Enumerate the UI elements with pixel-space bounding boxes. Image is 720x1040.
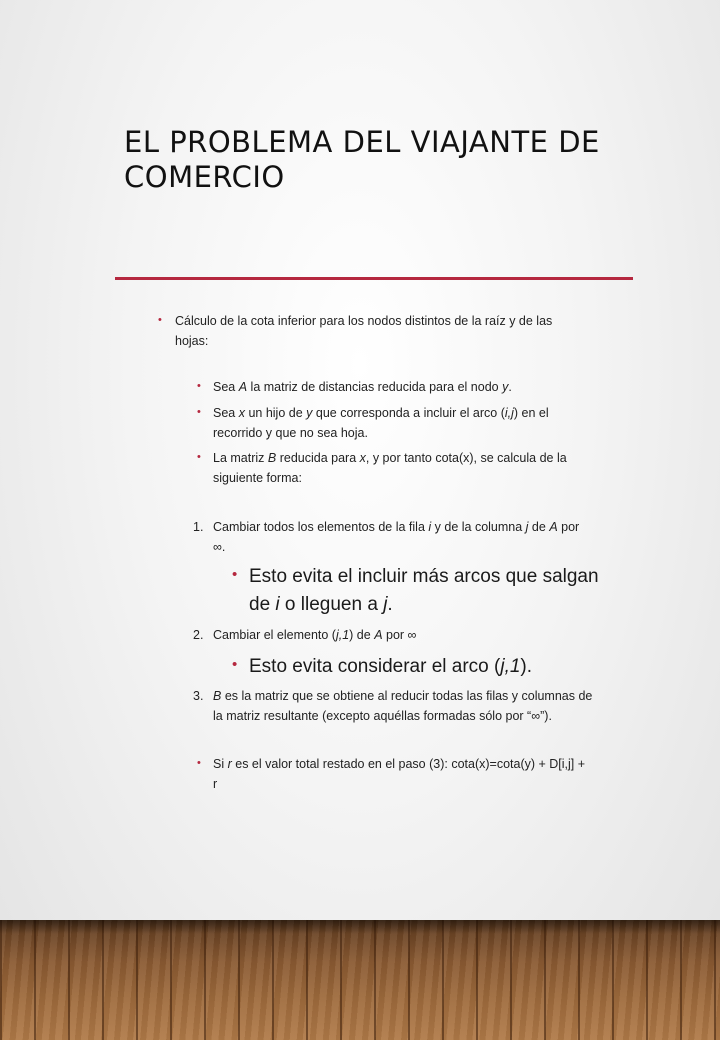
bullet-icon: • [158,314,162,326]
bullet-matriz-b: La matriz B reducida para x, y por tanto cota(x), se calcula de la siguiente forma: [213,451,567,485]
bullet-valor-restado: Si r es el valor total restado en el paso (3): cota(x)=cota(y) + D[i,j] + r [213,757,586,791]
bullet-icon: • [232,566,238,583]
bullet-icon: • [197,406,201,418]
step-number: 3. [193,689,204,703]
wood-floor-background [0,920,720,1040]
bullet-icon: • [232,656,238,673]
step-3: B es la matriz que se obtiene al reducir todas las filas y columnas de la matriz resultante (excepto aquéllas formadas sólo por “∞”). [213,689,593,723]
title-line-1: EL PROBLEMA DEL VIAJANTE DE [124,125,600,159]
step-number: 1. [193,520,204,534]
bullet-cota-inferior: Cálculo de la cota inferior para los nodos distintos de la raíz y de las hojas: [175,314,553,348]
bullet-icon: • [197,380,201,392]
bullet-icon: • [197,757,201,769]
step-2: Cambiar el elemento (j,1) de A por ∞ [213,628,417,642]
slide-title [124,125,644,195]
bullet-sea-x: Sea x un hijo de y que corresponda a incluir el arco (i,j) en el recorrido y que no sea hoja. [213,406,549,440]
step-number: 2. [193,628,204,642]
title-line-2: COMERCIO [124,160,285,194]
title-divider [115,277,633,280]
bullet-sea-a: Sea A la matriz de distancias reducida para el nodo y. [213,380,512,394]
note-esto-evita-considerar: Esto evita considerar el arco (j,1). [249,656,533,677]
note-esto-evita-incluir: Esto evita el incluir más arcos que salgan de i o lleguen a j. [249,566,599,615]
step-1: Cambiar todos los elementos de la fila i y de la columna j de A por ∞. [213,520,580,554]
floor-shadow [0,920,720,934]
bullet-icon: • [197,451,201,463]
